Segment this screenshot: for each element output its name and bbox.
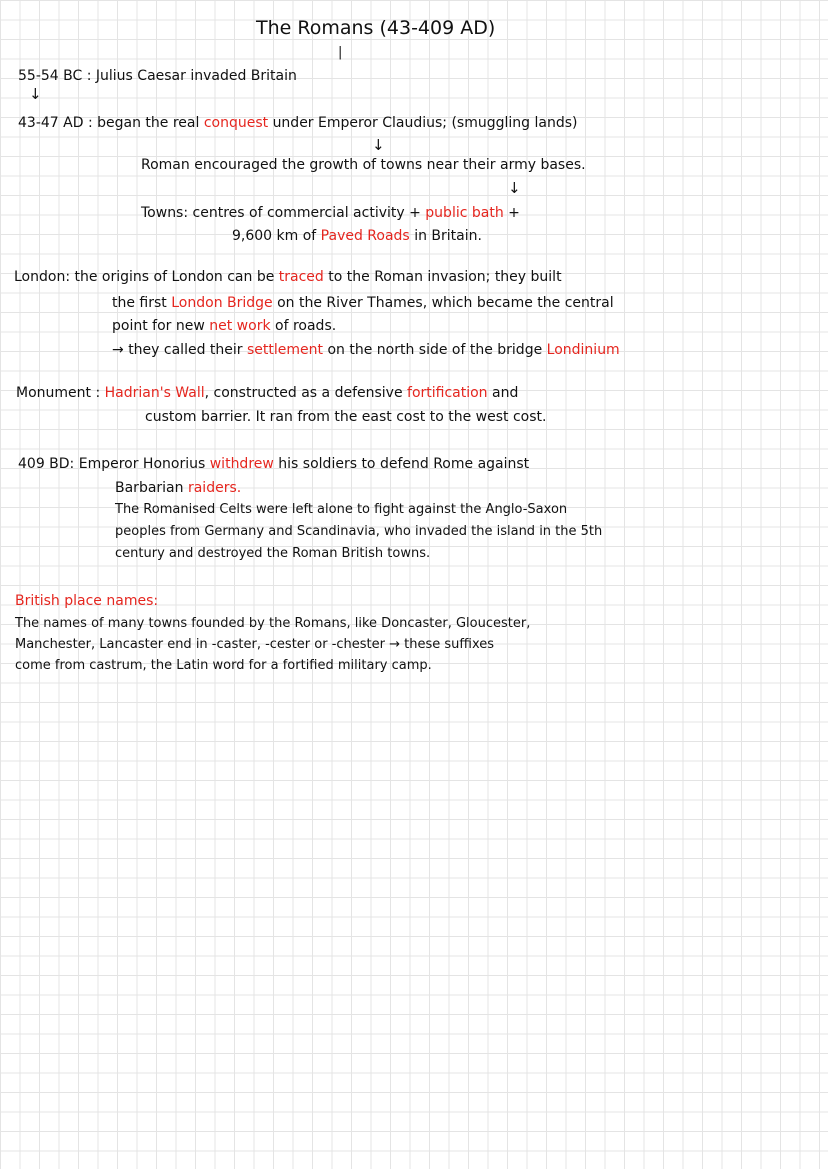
withdrawal-text: his soldiers to defend Rome against [278,456,530,472]
divider-tick: | [338,45,343,60]
withdrawal-line-1 [18,455,529,473]
highlight-raiders: raiders. [187,480,242,496]
towns-line-1 [141,204,520,222]
london-text: on the River Thames, which became the central [277,295,614,311]
place-names-text: these suffixes [404,637,495,652]
withdrawal-text: Barbarian [115,480,184,496]
london-line-3 [112,317,336,335]
withdrawal-line-2 [115,479,241,497]
london-text: of roads. [275,318,337,334]
towns-text: in Britain. [414,228,482,244]
towns-text: Towns: centres of commercial activity + [141,205,421,221]
place-names-line-1: The names of many towns founded by the Romans, like Doncaster, Gloucester, [15,616,531,631]
highlight-conquest: conquest [203,115,269,131]
monument-line-1 [16,384,518,402]
entry-text: under Emperor Claudius; (smuggling lands) [272,115,578,131]
entry-text: Julius Caesar invaded Britain [95,68,297,84]
towns-text: + [508,205,520,221]
monument-text: and [492,385,519,401]
highlight-london-bridge: London Bridge [171,295,273,311]
london-text: point for new [112,318,205,334]
london-line-4 [112,341,620,359]
london-line-1 [14,268,562,286]
monument-text: , constructed as a defensive [204,385,403,401]
london-text: London: the origins of London can be [14,269,275,285]
london-text: to the Roman invasion; they built [328,269,562,285]
place-names-line-3: come from castrum, the Latin word for a fortified military camp. [15,658,432,673]
towns-text: 9,600 km of [232,228,317,244]
down-arrow-icon: ↓ [508,179,521,197]
withdrawal-line-5: century and destroyed the Roman British towns. [115,546,431,561]
page-title: The Romans (43-409 AD) [256,17,496,39]
highlight-hadrians-wall: Hadrian's Wall [104,385,205,401]
withdrawal-line-4: peoples from Germany and Scandinavia, who invaded the island in the 5th [115,524,603,539]
towns-growth-line: Roman encouraged the growth of towns near their army bases. [141,157,586,173]
highlight-paved-roads: Paved Roads [320,228,410,244]
highlight-traced: traced [278,269,324,285]
london-line-2 [112,294,614,312]
timeline-entry-claudius [18,114,577,132]
towns-line-2 [232,227,482,245]
place-names-line-2 [15,636,494,654]
timeline-entry-caesar [18,67,297,85]
london-text: the first [112,295,167,311]
right-arrow-icon: → [389,637,401,652]
highlight-network: net work [209,318,271,334]
place-names-heading: British place names: [15,593,159,609]
down-arrow-icon: ↓ [372,136,385,154]
london-text: on the north side of the bridge [327,342,543,358]
highlight-settlement: settlement [246,342,323,358]
london-text: they called their [128,342,243,358]
date-label: 55-54 BC : [18,68,92,84]
withdrawal-text: 409 BD: Emperor Honorius [18,456,206,472]
highlight-londinium: Londinium [546,342,620,358]
highlight-fortification: fortification [407,385,488,401]
place-names-text: Manchester, Lancaster end in -caster, -cester or -chester [15,637,385,652]
entry-text: began the real [97,115,200,131]
monument-line-2: custom barrier. It ran from the east cost to the west cost. [145,409,547,425]
highlight-withdrew: withdrew [209,456,274,472]
down-arrow-icon: ↓ [29,85,42,103]
right-arrow-icon: → [112,342,124,358]
highlight-public-bath: public bath [425,205,504,221]
withdrawal-line-3: The Romanised Celts were left alone to fight against the Anglo-Saxon [115,502,568,517]
monument-text: Monument : [16,385,101,401]
date-label: 43-47 AD : [18,115,93,131]
